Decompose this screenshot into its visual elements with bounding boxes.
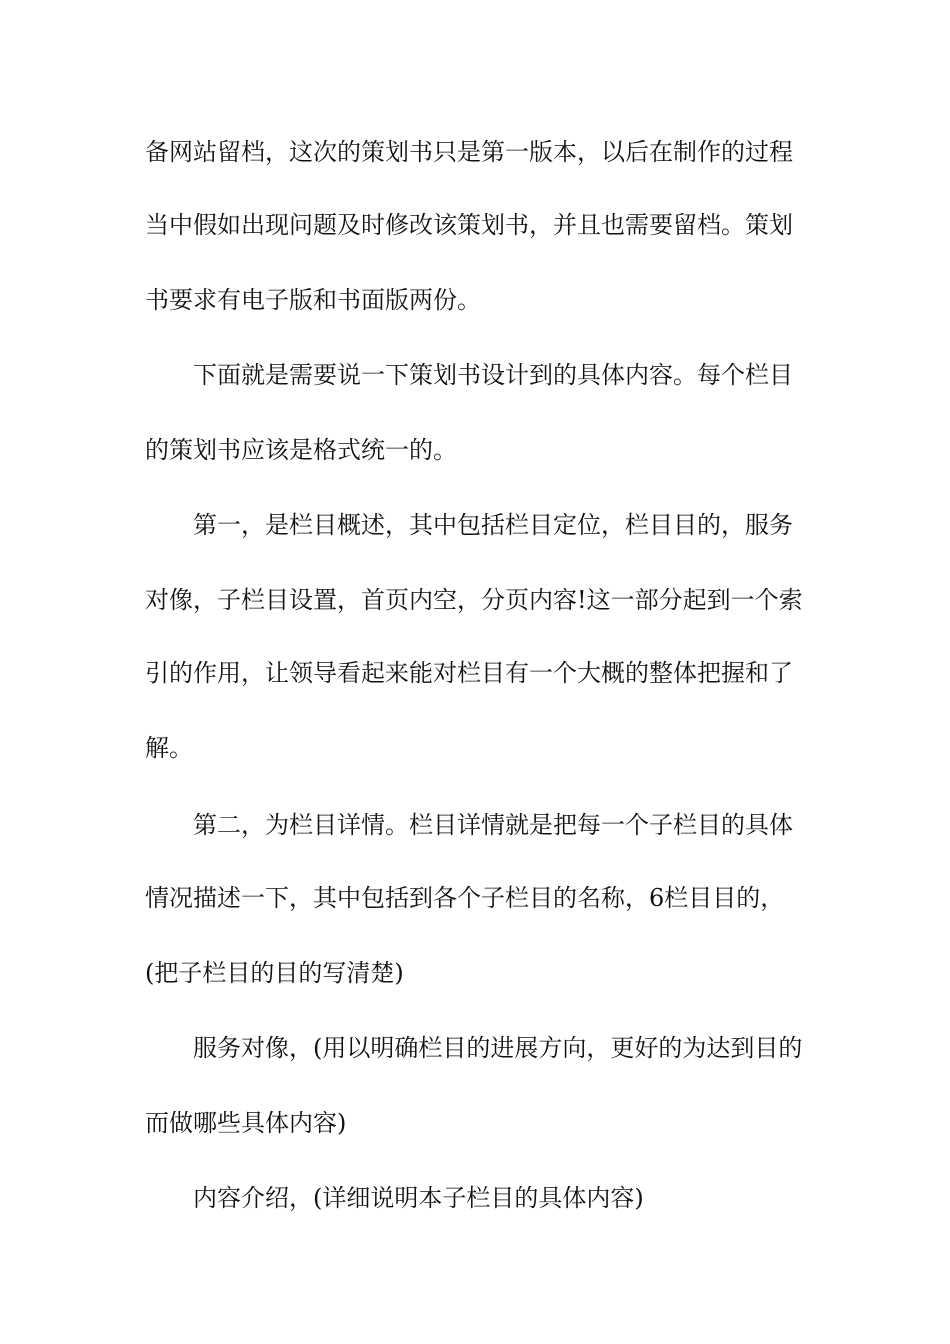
paragraph-start-line: 服务对像，(用以明确栏目的进展方向，更好的为达到目的 [193, 1034, 803, 1062]
text-line: 而做哪些具体内容) [145, 1109, 347, 1137]
paragraph-start-line: 下面就是需要说一下策划书设计到的具体内容。每个栏目 [193, 361, 793, 389]
text-line: 备网站留档，这次的策划书只是第一版本，以后在制作的过程 [145, 138, 793, 166]
text-line: 情况描述一下，其中包括到各个子栏目的名称，6栏目目的， [145, 884, 785, 912]
paragraph-start-line: 内容介绍，(详细说明本子栏目的具体内容) [193, 1184, 644, 1212]
text-line: 引的作用，让领导看起来能对栏目有一个大概的整体把握和了 [145, 659, 793, 687]
text-line: 解。 [145, 734, 193, 762]
paragraph-start-line: 第二，为栏目详情。栏目详情就是把每一个子栏目的具体 [193, 811, 793, 839]
text-line: 的策划书应该是格式统一的。 [145, 436, 457, 464]
text-line: (把子栏目的目的写清楚) [145, 959, 404, 987]
text-line: 书要求有电子版和书面版两份。 [145, 286, 481, 314]
text-line: 对像，子栏目设置，首页内空，分页内容!这一部分起到一个索 [145, 586, 803, 614]
text-line: 当中假如出现问题及时修改该策划书，并且也需要留档。策划 [145, 211, 793, 239]
paragraph-start-line: 第一，是栏目概述，其中包括栏目定位，栏目目的，服务 [193, 511, 793, 539]
